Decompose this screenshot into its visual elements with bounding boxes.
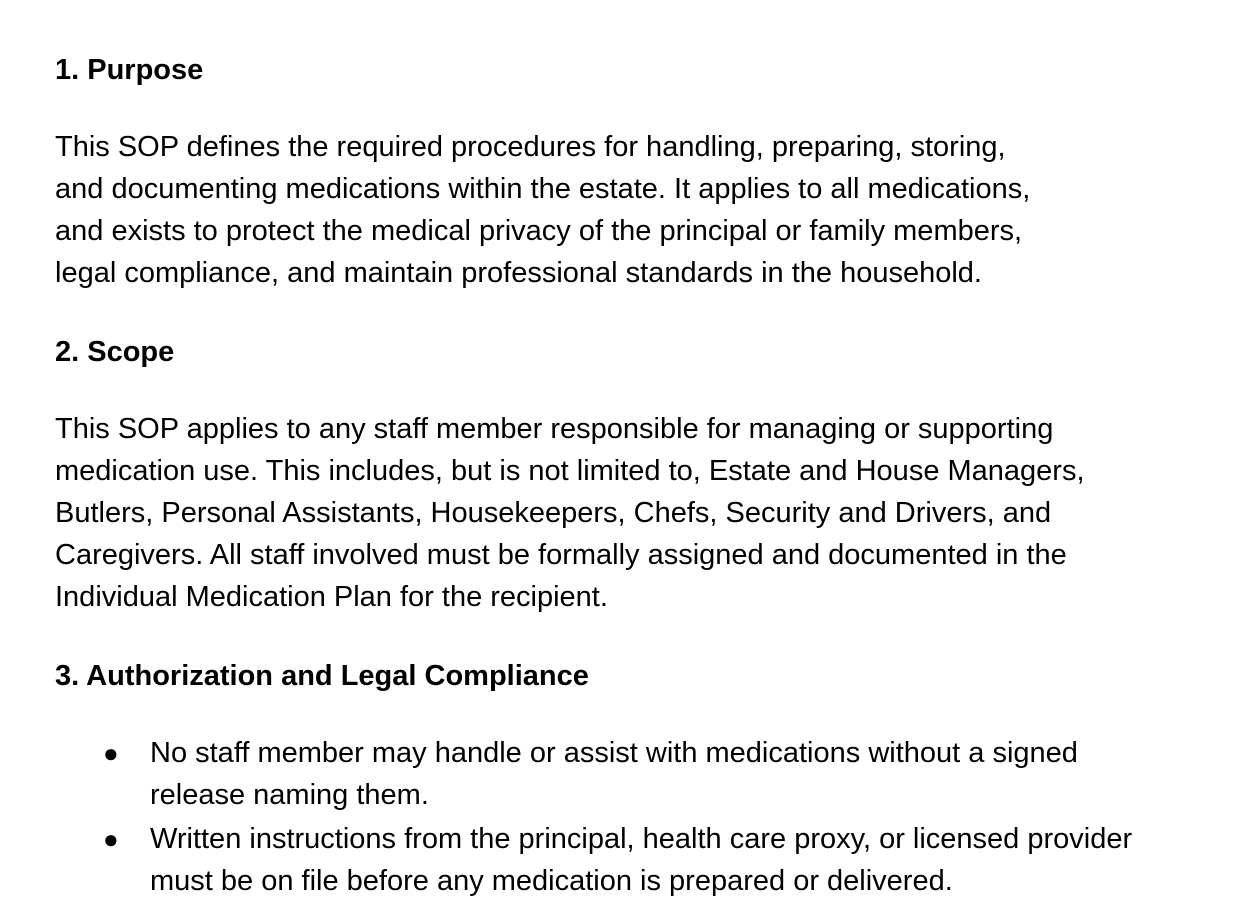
paragraph-line: medication use. This includes, but is not limited to, Estate and House Managers, — [55, 455, 1085, 487]
section-paragraph-scope — [55, 408, 1255, 618]
list-item — [55, 818, 1255, 902]
document-content — [55, 52, 1255, 904]
section-heading-purpose: 1. Purpose — [55, 54, 204, 86]
bullet-icon: ● — [103, 738, 119, 768]
bullet-list — [55, 732, 1255, 902]
paragraph-line: This SOP applies to any staff member responsible for managing or supporting — [55, 413, 1054, 445]
bullet-icon: ● — [103, 824, 119, 854]
list-item-line: must be on file before any medication is prepared or delivered. — [150, 865, 953, 897]
paragraph-line: This SOP defines the required procedures for handling, preparing, storing, — [55, 131, 1006, 163]
list-item — [55, 732, 1255, 816]
paragraph-line: and exists to protect the medical privacy of the principal or family members, — [55, 215, 1023, 247]
paragraph-line: legal compliance, and maintain professional standards in the household. — [55, 257, 982, 289]
section-paragraph-purpose — [55, 126, 1255, 294]
paragraph-line: Caregivers. All staff involved must be formally assigned and documented in the — [55, 539, 1067, 571]
paragraph-line: and documenting medications within the estate. It applies to all medications, — [55, 173, 1031, 205]
list-item-line: No staff member may handle or assist with medications without a signed — [150, 737, 1078, 769]
section-heading-scope: 2. Scope — [55, 336, 175, 368]
paragraph-line: Individual Medication Plan for the recipient. — [55, 581, 608, 613]
paragraph-line: Butlers, Personal Assistants, Housekeepers, Chefs, Security and Drivers, and — [55, 497, 1052, 529]
list-item-line: release naming them. — [150, 779, 429, 811]
section-heading-authorization: 3. Authorization and Legal Compliance — [55, 660, 589, 692]
list-item-line: Written instructions from the principal, health care proxy, or licensed provider — [150, 823, 1133, 855]
